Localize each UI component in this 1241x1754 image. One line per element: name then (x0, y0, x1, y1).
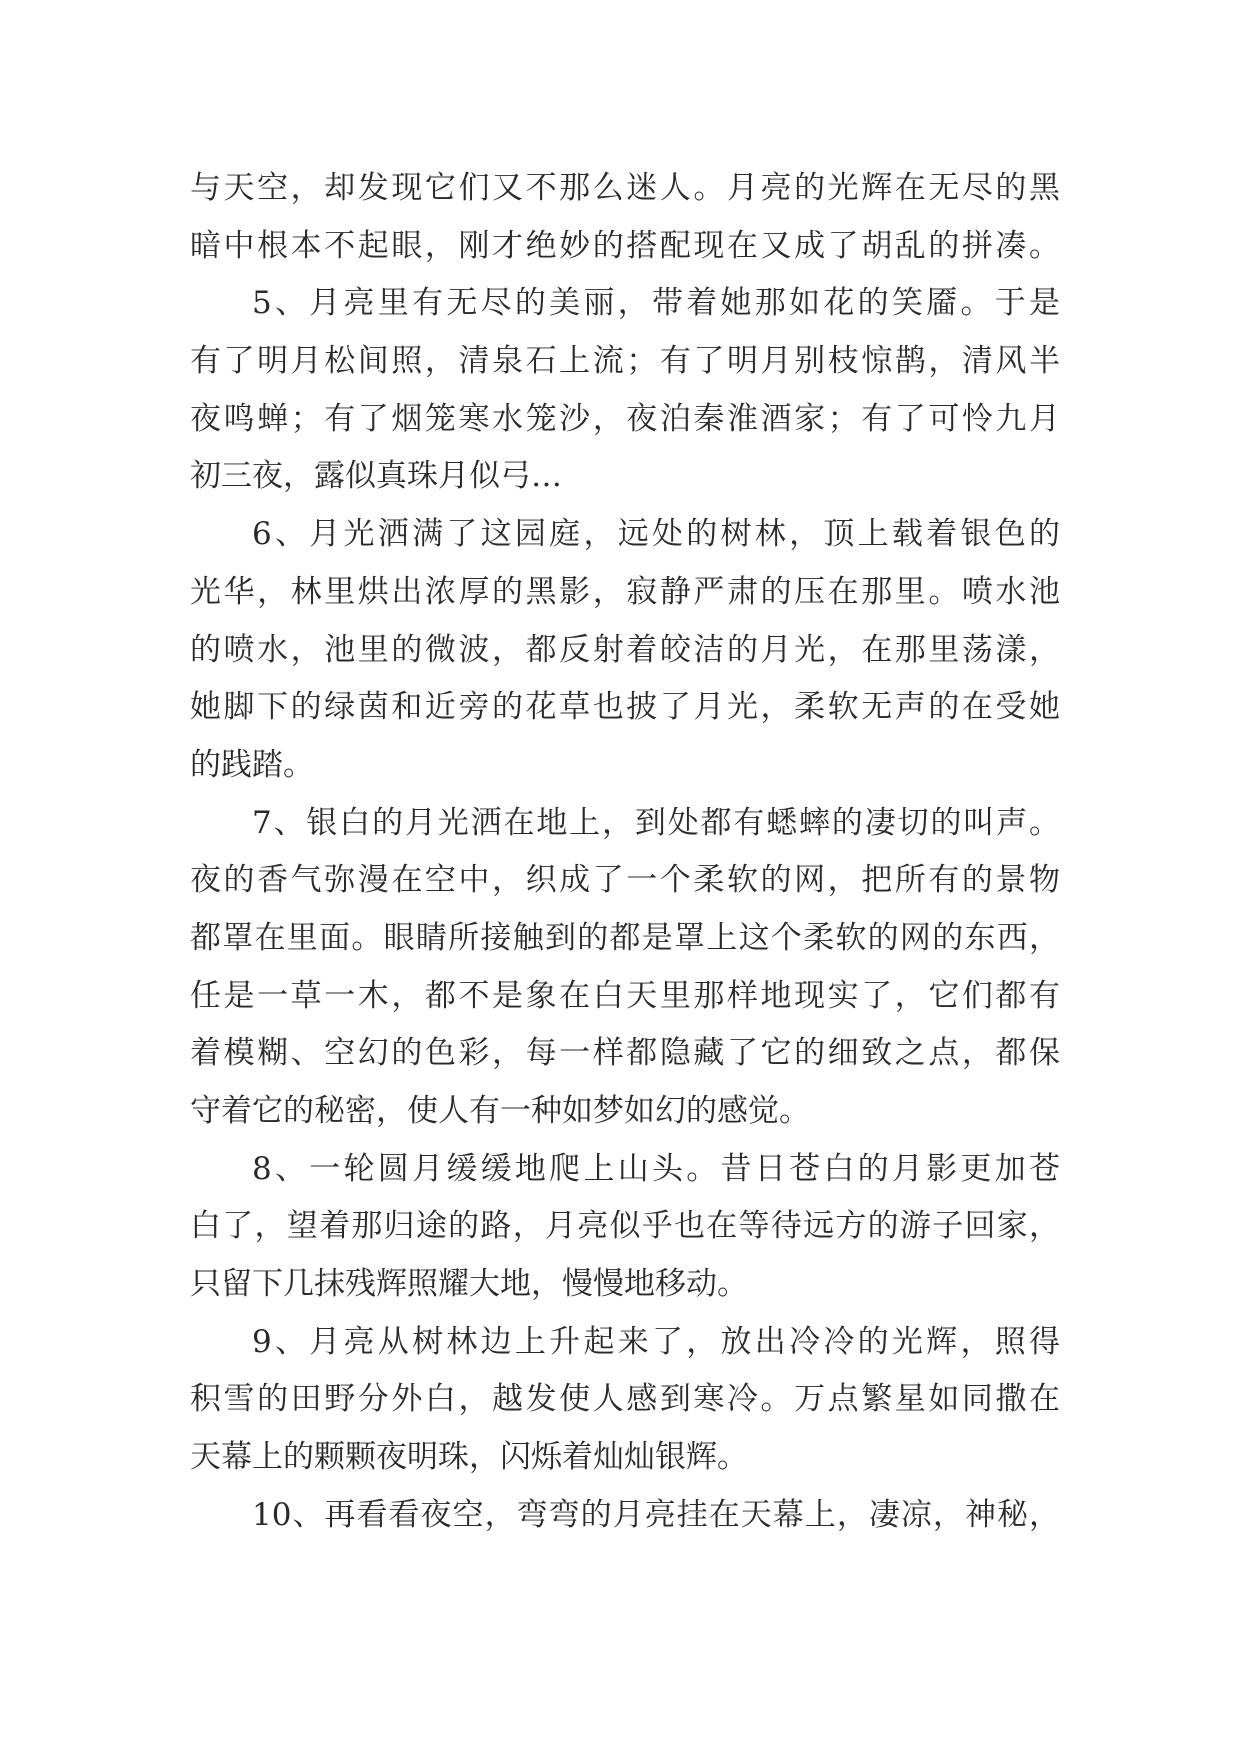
text-line: 与天空，却发现它们又不那么迷人。月亮的光辉在无尽的黑 (190, 170, 1060, 206)
text-line: 白了，望着那归途的路，月亮似乎也在等待远方的游子回家， (190, 1208, 1060, 1245)
text-line: 10、再看看夜空，弯弯的月亮挂在天幕上，凄凉，神秘， (252, 1496, 1060, 1533)
text-line: 着模糊、空幻的色彩，每一样都隐藏了它的细致之点，都保 (190, 1035, 1060, 1072)
text-line: 8、一轮圆月缓缓地爬上山头。昔日苍白的月影更加苍 (252, 1150, 1060, 1187)
text-line: 6、月光洒满了这园庭，远处的树林，顶上载着银色的 (252, 516, 1060, 553)
text-line: 9、月亮从树林边上升起来了，放出冷冷的光辉，照得 (252, 1323, 1060, 1360)
text-line: 初三夜，露似真珠月似弓… (190, 458, 562, 495)
text-line: 光华，林里烘出浓厚的黑影，寂静严肃的压在那里。喷水池 (190, 573, 1060, 610)
text-line: 暗中根本不起眼，刚才绝妙的搭配现在又成了胡乱的拼凑。 (190, 227, 1060, 264)
text-line: 天幕上的颗颗夜明珠，闪烁着灿灿银辉。 (190, 1439, 748, 1476)
text-line: 都罩在里面。眼睛所接触到的都是罩上这个柔软的网的东西， (190, 919, 1060, 956)
text-line: 守着它的秘密，使人有一种如梦如幻的感觉。 (190, 1093, 810, 1129)
text-line: 的践踏。 (190, 746, 314, 783)
text-line: 她脚下的绿茵和近旁的花草也披了月光，柔软无声的在受她 (190, 689, 1060, 726)
text-line: 夜鸣蝉；有了烟笼寒水笼沙，夜泊秦淮酒家；有了可怜九月 (190, 400, 1060, 437)
text-line: 积雪的田野分外白，越发使人感到寒冷。万点繁星如同撒在 (190, 1381, 1060, 1418)
text-line: 5、月亮里有无尽的美丽，带着她那如花的笑靥。于是 (252, 285, 1060, 322)
text-line: 有了明月松间照，清泉石上流；有了明月别枝惊鹊，清风半 (190, 343, 1060, 380)
text-line: 7、银白的月光洒在地上，到处都有蟋蟀的凄切的叫声。 (252, 804, 1060, 841)
text-line: 的喷水，池里的微波，都反射着皎洁的月光，在那里荡漾， (190, 631, 1060, 668)
document-body (190, 160, 1060, 1545)
text-line: 只留下几抹残辉照耀大地，慢慢地移动。 (190, 1266, 748, 1303)
text-line: 任是一草一木，都不是象在白天里那样地现实了，它们都有 (190, 977, 1060, 1014)
text-line: 夜的香气弥漫在空中，织成了一个柔软的网，把所有的景物 (190, 862, 1060, 899)
